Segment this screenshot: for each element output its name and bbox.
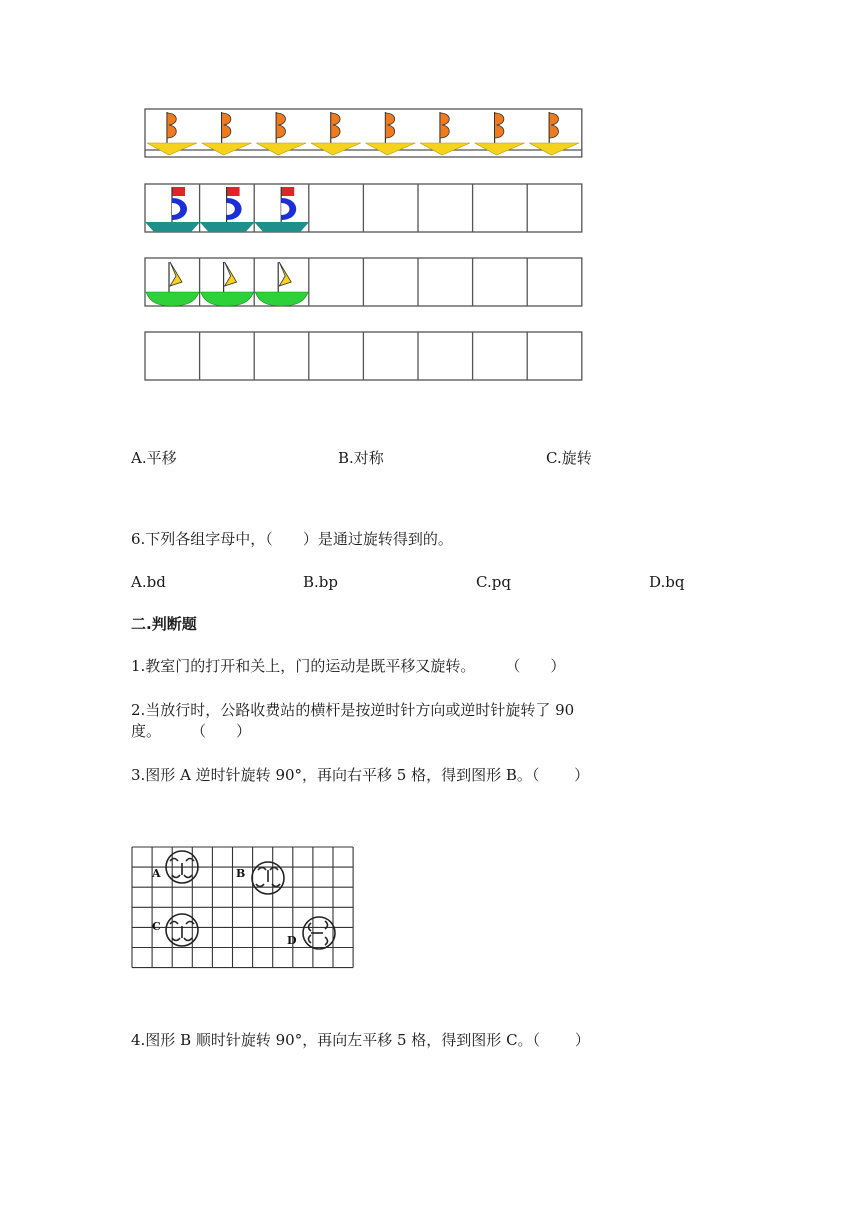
face-outline [252,862,284,894]
boat-row-2 [145,184,582,232]
grid-label-b: B [236,867,246,880]
boat-hull [254,222,309,232]
face-mouth [258,868,266,871]
q6-question: 6.下列各组字母中，（ ）是通过旋转得到的。 [131,530,453,548]
boat-hull [145,222,200,232]
boat-row-3 [145,258,582,306]
boat-flag [227,187,240,196]
judge-item-1: 1.教室门的打开和关上，门的运动是既平移又旋转。 （ ） [131,657,566,675]
grid-lines [132,847,353,968]
face-eye [256,884,264,887]
q5-option-a[interactable]: A.平移 [131,449,177,467]
face-eye [186,859,194,862]
grid-label-c: C [152,920,161,933]
face-mouth [172,875,180,878]
boat-row-4 [145,332,582,380]
judge-item-2-line1: 2.当放行时，公路收费站的横杆是按逆时针方向或逆时针旋转了 90 [131,701,575,719]
q6-option-b[interactable]: B.bp [303,573,338,591]
section-title: 二.判断题 [131,615,197,633]
boat-pattern-figure [0,0,860,400]
q5-option-b[interactable]: B.对称 [338,449,384,467]
face-eye [170,859,178,862]
face-eye [325,921,328,929]
face-mouth [270,868,278,871]
figure-c [166,914,198,946]
face-mouth [184,875,192,878]
q5-option-c[interactable]: C.旋转 [546,449,592,467]
figure-b [252,862,284,894]
judge-item-2-line2: 度。 （ ） [131,722,252,740]
figure-d [303,917,335,949]
face-mouth [172,938,180,941]
face-mouth [184,938,192,941]
judge-item-3: 3.图形 A 逆时针旋转 90°，再向右平移 5 格，得到图形 B。（ ） [131,766,590,784]
face-outline [166,914,198,946]
face-mouth [309,923,312,931]
boat-flag [281,187,294,196]
boat-hull [200,222,255,232]
face-eye [325,937,328,945]
q6-option-a[interactable]: A.bd [131,573,166,591]
judge-item-4: 4.图形 B 顺时针旋转 90°，再向左平移 5 格，得到图形 C。（ ） [131,1031,590,1049]
face-mouth [309,935,312,943]
face-eye [272,884,280,887]
face-eye [186,922,194,925]
boat-flag [172,187,185,196]
face-outline [303,917,335,949]
grid-label-d: D [287,934,297,947]
grid-label-a: A [152,867,161,880]
q6-option-c[interactable]: C.pq [476,573,511,591]
boat-row-1 [145,109,582,157]
figure-a [166,851,198,883]
face-eye [170,922,178,925]
face-outline [166,851,198,883]
q6-option-d[interactable]: D.bq [649,573,685,591]
